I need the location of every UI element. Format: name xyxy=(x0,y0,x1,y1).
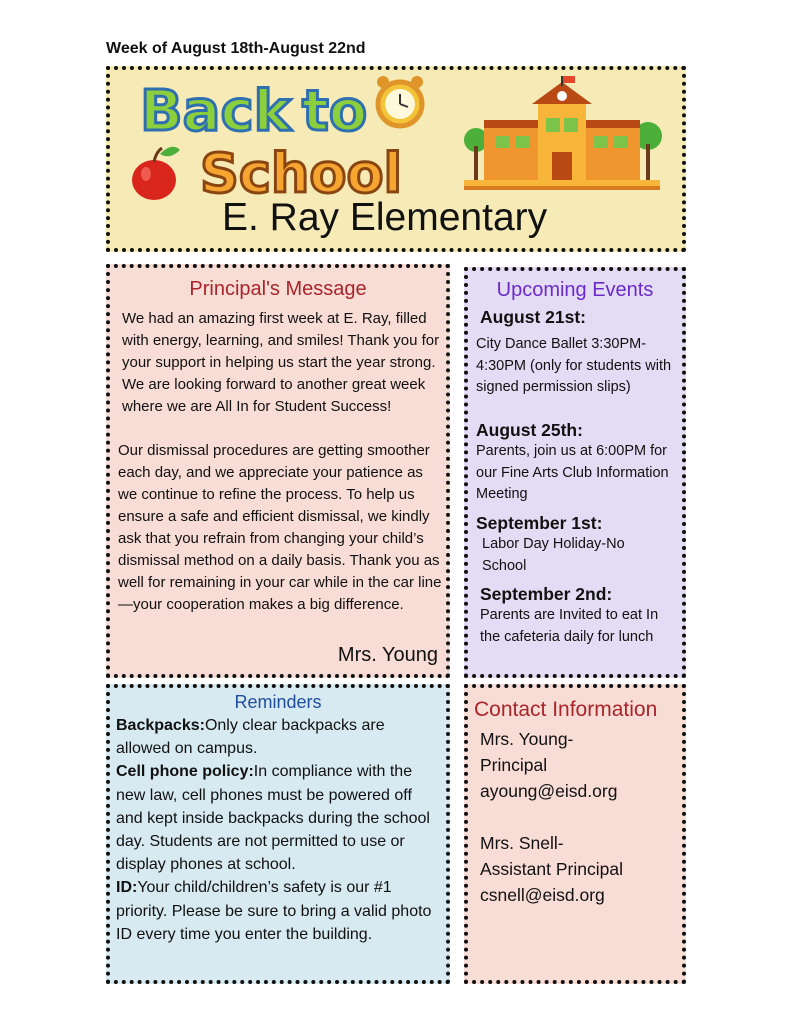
principal-paragraph-2: Our dismissal procedures are getting smoother each day, and we appreciate your patience as we continue to refine the process. To help us ensure a safe and efficient dismissal, we kindly ask that you refrain from changing your child’s dismissal method on a daily basis. Thank you as well for remaining in your car while in the car line—your cooperation makes a big difference. xyxy=(118,442,442,613)
back-to-school-graphic xyxy=(124,70,434,210)
contact-info-section xyxy=(464,684,686,984)
reminder-text: In compliance with the new law, cell phones must be powered off and kept inside backpacks during the school day. Students are not permitted to use or display phones at school. xyxy=(116,763,430,874)
title-to: to xyxy=(302,79,368,144)
contact-role: Principal xyxy=(480,755,548,775)
event-description: City Dance Ballet 3:30PM-4:30PM (only for students with signed permission slips) xyxy=(476,336,672,395)
week-heading: Week of August 18th-August 22nd xyxy=(106,40,366,57)
principal-message-section xyxy=(106,264,450,678)
principal-message-heading: Principal's Message xyxy=(189,278,367,300)
contact-list xyxy=(480,726,623,908)
event-date: September 1st: xyxy=(476,513,603,533)
contact-info-heading: Contact Information xyxy=(474,698,658,721)
reminder-item xyxy=(116,714,442,760)
reminders-list xyxy=(116,714,442,946)
event-description: Labor Day Holiday-No School xyxy=(482,536,625,574)
contact-email[interactable]: ayoung@eisd.org xyxy=(480,781,618,801)
event-description: Parents, join us at 6:00PM for our Fine Arts Club Information Meeting xyxy=(476,443,669,502)
contact-name: Mrs. Snell- xyxy=(480,833,564,853)
upcoming-events-section xyxy=(464,267,686,678)
contact-name: Mrs. Young- xyxy=(480,729,574,749)
reminder-item xyxy=(116,876,442,946)
reminder-text: Your child/children’s safety is our #1 priority. Please be sure to bring a valid photo ID every time you enter the building. xyxy=(116,879,432,943)
banner xyxy=(106,66,686,252)
title-school: School xyxy=(200,142,403,205)
event-date: August 25th: xyxy=(476,420,583,440)
reminder-text: Only clear backpacks are allowed on campus. xyxy=(116,717,385,758)
apple-icon xyxy=(132,147,180,200)
reminder-label: Backpacks: xyxy=(116,717,205,734)
reminder-label: Cell phone policy: xyxy=(116,763,254,781)
event-description: Parents are Invited to eat In the cafeteria daily for lunch xyxy=(480,607,659,645)
title-back: Back xyxy=(140,79,291,144)
reminders-section xyxy=(106,684,450,984)
school-building-icon xyxy=(462,76,662,198)
event-date: August 21st: xyxy=(480,307,586,327)
contact-email[interactable]: csnell@eisd.org xyxy=(480,885,605,905)
event-date: September 2nd: xyxy=(480,584,613,604)
alarm-clock-icon xyxy=(377,76,423,126)
reminder-label: ID: xyxy=(116,879,138,897)
principal-signature: Mrs. Young xyxy=(337,644,438,666)
principal-paragraph-1: We had an amazing first week at E. Ray, filled with energy, learning, and smiles! Thank you for your support in helping us start the year strong. We are looking forward to another great week where we are All In for Student Success! xyxy=(122,310,440,415)
reminder-item xyxy=(116,760,442,876)
upcoming-events-heading: Upcoming Events xyxy=(496,279,654,301)
school-name: E. Ray Elementary xyxy=(222,196,548,239)
reminders-heading: Reminders xyxy=(234,692,322,712)
contact-role: Assistant Principal xyxy=(480,859,623,879)
